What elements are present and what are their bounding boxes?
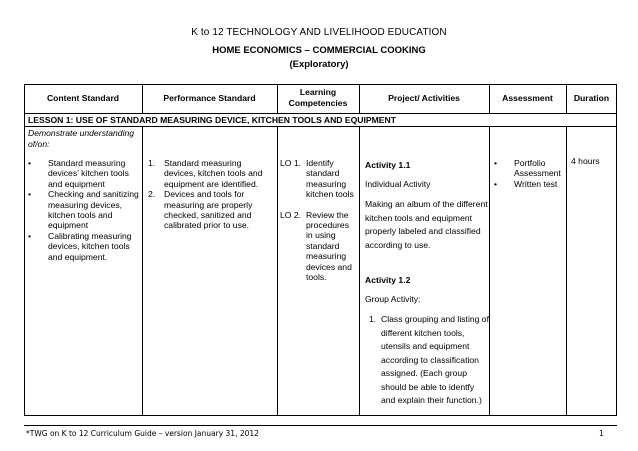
list-item-text: Review the procedures in using standard measuring devices and tools. [306,209,352,283]
document-subtitle: HOME ECONOMICS – COMMERCIAL COOKING [212,45,426,56]
list-item [280,158,356,200]
list-item [280,210,356,283]
duration-value: 4 hours [571,156,600,166]
table-border-top [24,84,617,85]
page-number: 1 [599,429,604,438]
learning-competencies-list [280,158,356,282]
column-header-content-standard: Content Standard [46,93,120,103]
table-border-right [616,84,617,416]
col-divider [566,126,567,416]
performance-standard-list [148,158,274,231]
list-item [148,158,274,189]
column-header-performance-standard: Performance Standard [163,93,256,103]
list-item-text: Class grouping and listing of different kitchen tools, utensils and equipment according to classification assigned. (Each group should be able to identfy and explain their function.) [381,314,489,405]
list-item-text: Standard measuring devices, kitchen tools and equipment are identified. [164,158,263,189]
activity-description: Making an album of the different kitchen tools and equipment properly labeled and classified according to use. [365,199,488,250]
document-title: K to 12 TECHNOLOGY AND LIVELIHOOD EDUCATION [191,27,447,38]
activity-type: Group Activity: [365,294,421,304]
bullet-icon: • [28,230,32,241]
list-item-text: Written test [514,178,558,189]
footer-text: *TWG on K to 12 Curriculum Guide – version January 31, 2012 [26,429,259,438]
list-number: 2. [148,189,156,200]
list-item-text: Identify standard measuring kitchen tools [306,158,354,200]
lesson-title: LESSON 1: USE OF STANDARD MEASURING DEVICE, KITCHEN TOOLS AND EQUIPMENT [28,115,396,125]
list-item-text: Calibrating measuring devices, kitchen tools and equipment. [48,230,132,262]
list-item-text: Devices and tools for measuring are properly checked, sanitized and calibrated prior to use. [164,189,253,231]
list-item [24,231,141,262]
list-item [490,158,565,179]
col-divider [142,126,143,416]
list-item-text: Portfolio Assessment [514,158,561,179]
list-item-text: Standard measuring devices’ kitchen tools and equipment [48,158,129,189]
list-number: LO 2. [280,209,302,220]
column-header-learning-competencies [277,87,359,109]
column-header-assessment: Assessment [502,93,553,103]
activity-list-item [365,313,490,408]
column-header-text: Learning [299,87,337,97]
content-standard-list [24,158,141,262]
document-qualifier: (Exploratory) [289,59,349,70]
bullet-icon: • [28,189,32,200]
col-divider [277,126,278,416]
list-item [148,189,274,231]
list-number: 1. [369,314,377,324]
project-activities [365,160,490,408]
column-header-text: Competencies [288,98,348,108]
activity-type: Individual Activity [365,179,431,189]
list-number: LO 1. [280,158,302,168]
list-item [24,189,141,231]
activity-title: Activity 1.2 [365,275,411,285]
col-divider [359,126,360,416]
bullet-icon: • [494,158,498,168]
content-intro: Demonstrate understanding of/on: [28,128,135,149]
column-header-duration: Duration [573,93,610,103]
header-row-border [24,113,617,114]
list-item [490,179,565,189]
bullet-icon: • [28,158,32,168]
assessment-list [490,158,565,189]
list-item [24,158,141,189]
list-item-text: Checking and sanitizing measuring devices, kitchen tools and equipment [48,189,139,231]
footer-divider [24,425,617,426]
table-border-bottom [24,415,617,416]
activity-title: Activity 1.1 [365,160,411,170]
lesson-row-border [24,126,617,127]
curriculum-table [24,84,617,416]
column-header-project-activities: Project/ Activities [388,93,460,103]
bullet-icon: • [494,178,498,189]
list-number: 1. [148,158,156,168]
